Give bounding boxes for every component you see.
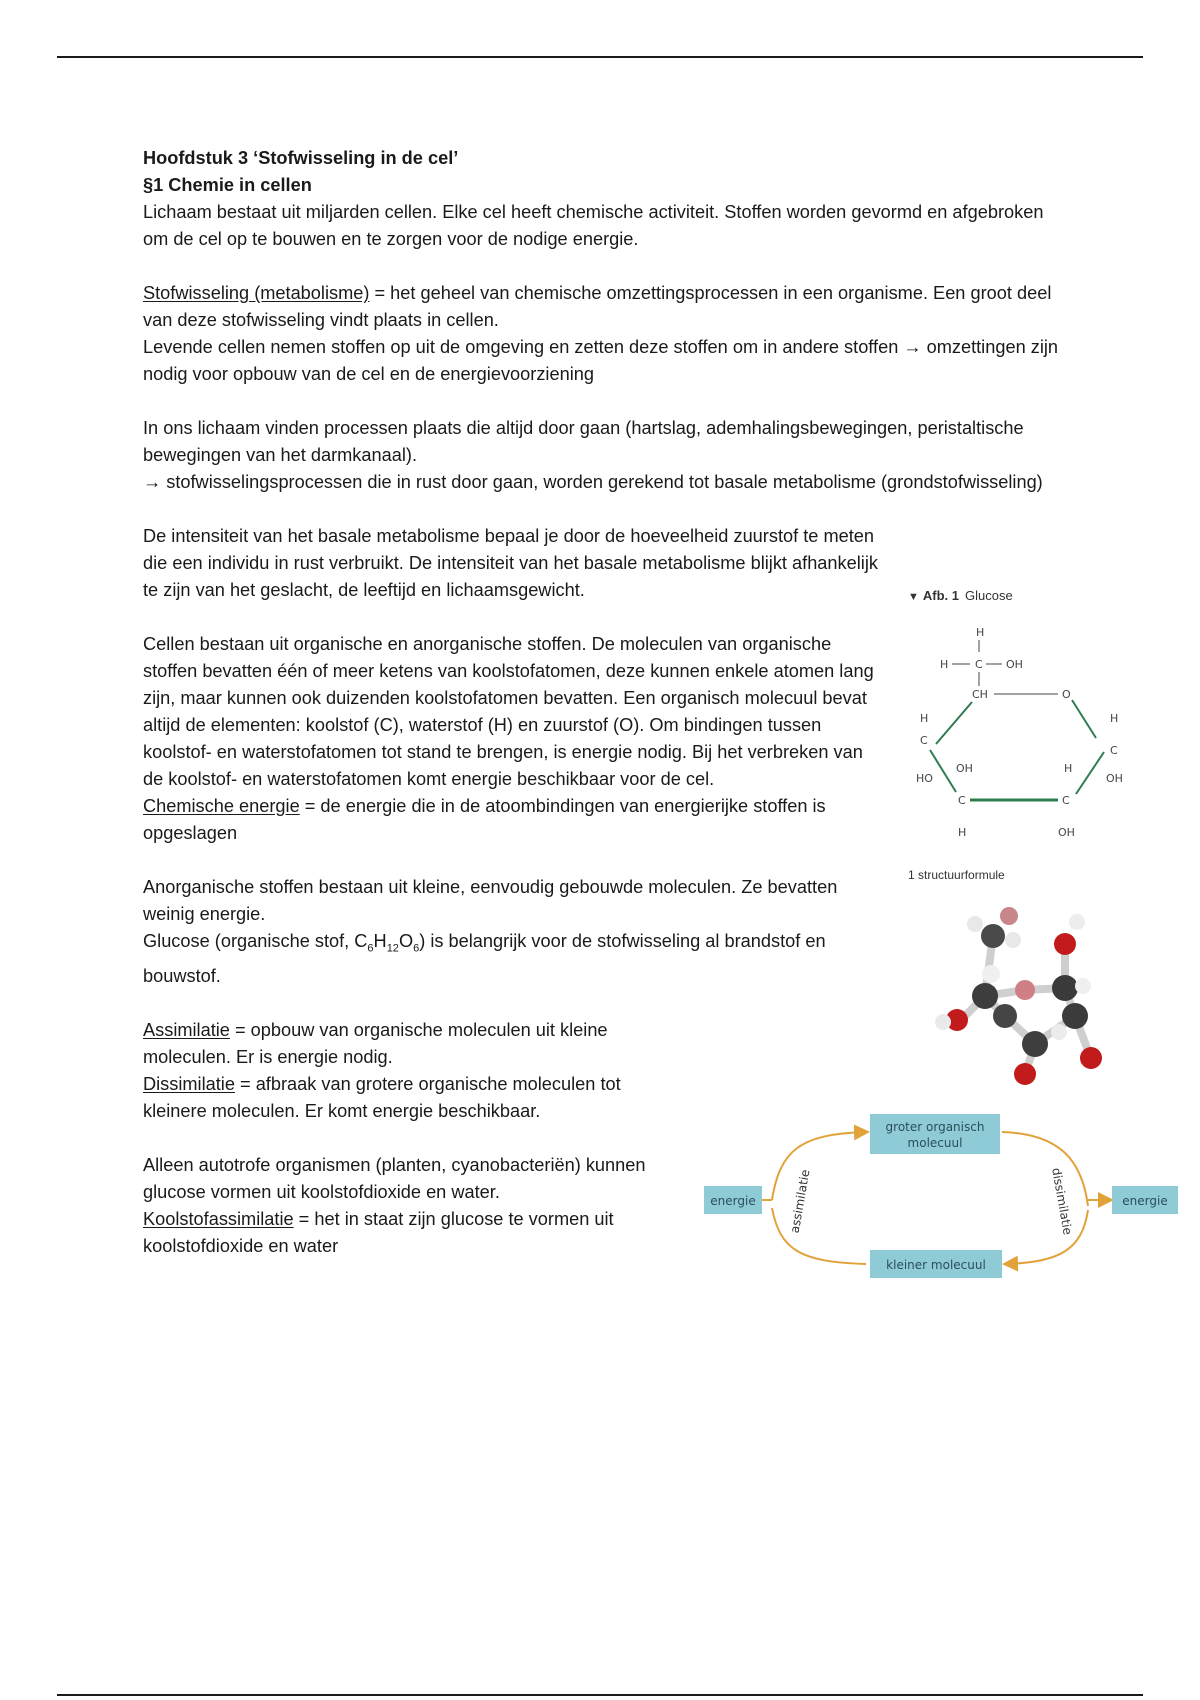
assimilation-arc-label: assimilatie <box>787 1168 813 1235</box>
paragraph-basal: → stofwisselingsprocessen die in rust door gaan, worden gerekend tot basale metabolisme (grondstofwisseling) <box>143 472 1043 492</box>
atom-h-l2: H <box>920 712 929 725</box>
term-stofwisseling: Stofwisseling (metabolisme) <box>143 283 370 303</box>
atom-oh-b2: OH <box>1058 826 1075 839</box>
assimilation-dissimilation-diagram <box>700 1110 1180 1290</box>
atom-c-top: C <box>975 658 983 671</box>
paragraph-chemical-energy: Chemische energie = de energie die in de atoombindingen van energierijke stoffen is opgeslagen <box>143 796 826 843</box>
term-koolstofassimilatie: Koolstofassimilatie <box>143 1208 294 1229</box>
section-title: §1 Chemie in cellen <box>143 175 312 195</box>
paragraph-metabolism-b: Levende cellen nemen stoffen op uit de omgeving en zetten deze stoffen om in andere stoffen → omzettingen zijn nodig voor opbouw van de cel en de energievoorziening <box>143 337 1059 384</box>
figure-title: Glucose <box>965 588 1013 603</box>
term-chemische-energie: Chemische energie <box>143 796 300 816</box>
figure-caption <box>908 588 1013 603</box>
atom-oh-b1: OH <box>956 762 973 775</box>
figure-label: Afb. 1 <box>922 588 960 603</box>
atom-h-b2: H <box>1064 762 1073 775</box>
paragraph-inorganic: Anorganische stoffen bestaan uit kleine, eenvoudig gebouwde moleculen. Ze bevatten weinig energie. <box>143 877 838 924</box>
smaller-molecule-label: kleiner molecuul <box>886 1258 986 1272</box>
paragraph-carbon-assimilation: Koolstofassimilatie = het in staat zijn glucose te vormen uit koolstofdioxide en water <box>143 1208 614 1256</box>
larger-molecule-label-1: groter organisch <box>885 1120 985 1134</box>
paragraph-intensity: De intensiteit van het basale metabolisme bepaal je door de hoeveelheid zuurstof te meten die een individu in rust verbruikt. De intensiteit van het basale metabolisme blijkt afhankelijk te zijn van het geslacht, de leeftijd en lichaamsgewicht. <box>143 526 878 600</box>
glucose-ball-and-stick-model <box>905 896 1120 1091</box>
energy-in-label: energie <box>710 1194 756 1208</box>
term-assimilatie: Assimilatie <box>143 1019 230 1040</box>
energy-out-label: energie <box>1122 1194 1168 1208</box>
paragraph-autotrophs: Alleen autotrofe organismen (planten, cyanobacteriën) kunnen glucose vormen uit koolstofdioxide en water. <box>143 1154 646 1202</box>
atom-c-l2: C <box>920 734 928 747</box>
paragraph-organic: Cellen bestaan uit organische en anorganische stoffen. De moleculen van organische stoffen bevatten één of meer ketens van koolstofatomen, deze kunnen enkele atomen lang zijn, maar kunnen ook duizenden koolstofatomen bevatten. Een organisch molecuul bevat altijd de elementen: koolstof (C), waterstof (H) en zuurstof (O). Om bindingen tussen koolstof- en waterstofatomen tot stand te brengen, is energie nodig. Bij het verbreken van de koolstof- en waterstofatomen komt energie beschikbaar voor de cel. <box>143 634 874 789</box>
paragraph-glucose: Glucose (organische stof, $C_6H_{12}O_6$) is belangrijk voor de stofwisseling al brandstof en bouwstof. <box>143 931 826 986</box>
atom-ho-l2: HO <box>916 772 933 785</box>
atom-c-b1: C <box>958 794 966 807</box>
chapter-title: Hoofdstuk 3 ‘Stofwisseling in de cel’ <box>143 148 459 168</box>
paragraph-assimilation: Assimilatie = opbouw van organische moleculen uit kleine moleculen. Er is energie nodig. <box>143 1019 608 1067</box>
atom-ch: CH <box>972 688 988 701</box>
glucose-structural-formula <box>898 622 1138 862</box>
paragraph-cells: Lichaam bestaat uit miljarden cellen. Elke cel heeft chemische activiteit. Stoffen worden gevormd en afgebroken om de cel op te bouwen en te zorgen voor de nodige energie. <box>143 202 1044 249</box>
atom-h-top: H <box>976 626 985 639</box>
top-rule <box>57 56 1143 58</box>
atom-h-r2: H <box>1110 712 1119 725</box>
atom-c-b2: C <box>1062 794 1070 807</box>
atom-h-b1: H <box>958 826 967 839</box>
structure-label: 1 structuurformule <box>908 868 1005 882</box>
term-dissimilatie: Dissimilatie <box>143 1073 235 1094</box>
larger-molecule-label-2: molecuul <box>907 1136 963 1150</box>
atom-oh-top: OH <box>1006 658 1023 671</box>
paragraph-dissimilation: Dissimilatie = afbraak van grotere organische moleculen tot kleinere moleculen. Er komt energie beschikbaar. <box>143 1073 621 1121</box>
atom-c-r2: C <box>1110 744 1118 757</box>
paragraph-metabolism: Stofwisseling (metabolisme) = het geheel van chemische omzettingsprocessen in een organisme. Een groot deel van deze stofwisseling vindt plaats in cellen. <box>143 283 1052 330</box>
bottom-rule <box>57 1694 1143 1696</box>
atom-o-ring: O <box>1062 688 1071 701</box>
dissimilation-arc-label: dissimilatie <box>1049 1166 1075 1236</box>
atom-h-left: H <box>940 658 949 671</box>
triangle-down-icon: ▼ <box>908 591 919 603</box>
paragraph-processes: In ons lichaam vinden processen plaats die altijd door gaan (hartslag, ademhalingsbewegingen, peristaltische bewegingen van het darmkanaal). <box>143 418 1024 465</box>
atom-oh-r2: OH <box>1106 772 1123 785</box>
